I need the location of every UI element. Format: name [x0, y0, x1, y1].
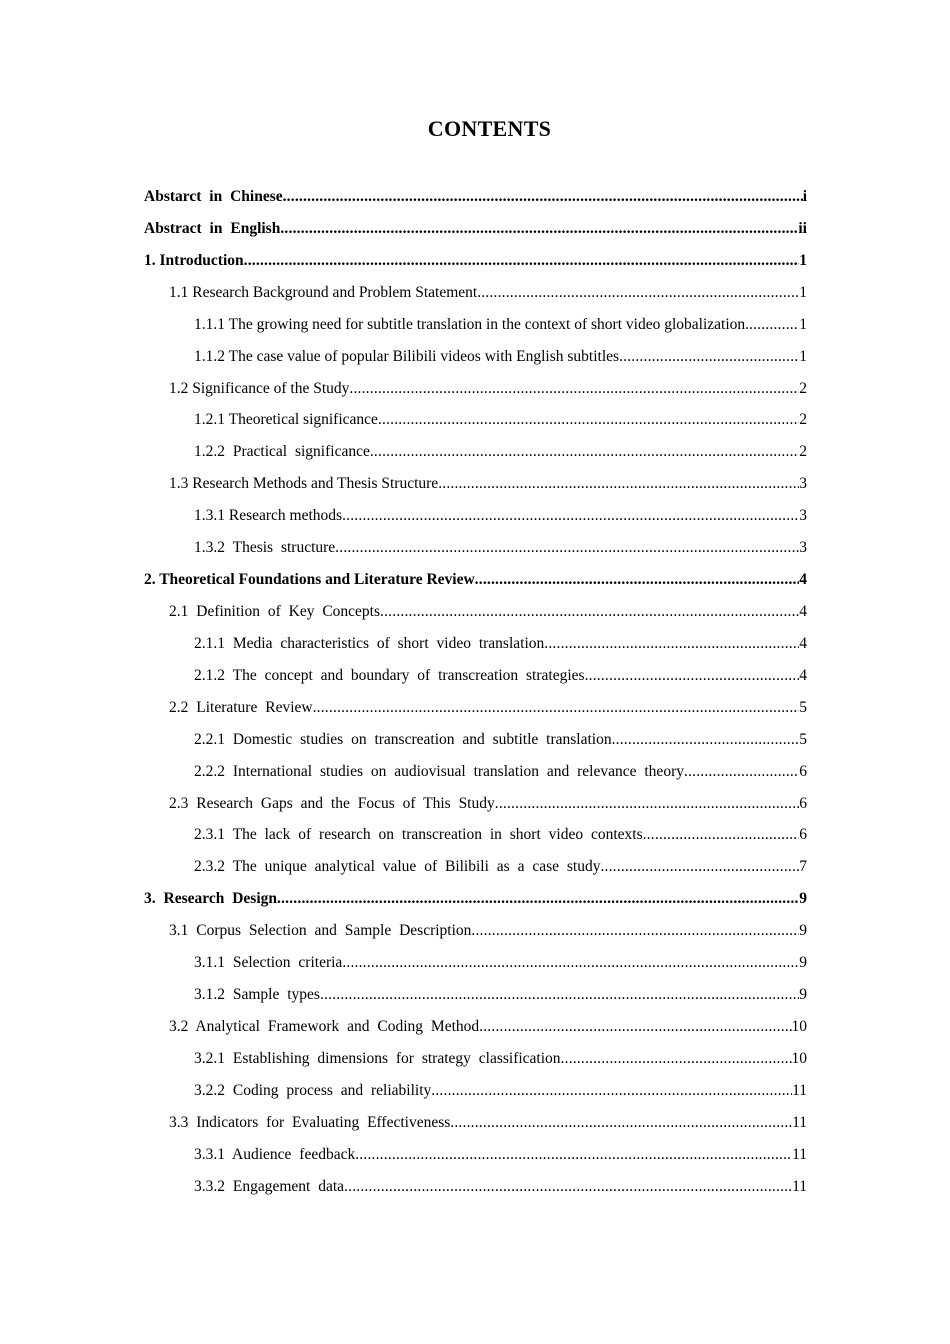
toc-dot-leader — [378, 404, 799, 436]
toc-entry — [144, 277, 807, 309]
toc-entry — [144, 788, 807, 820]
toc-entry — [144, 309, 807, 341]
toc-page-number: 4 — [799, 602, 807, 620]
toc-entry-title: 2.1 Definition of Key Concepts — [169, 602, 381, 620]
toc-entry-title: Abstract in English — [144, 219, 281, 237]
toc-dot-leader — [349, 373, 799, 405]
toc-dot-leader — [643, 819, 800, 851]
toc-entry — [144, 851, 807, 883]
toc-entry-title: 3.1.1 Selection criteria — [194, 954, 343, 972]
toc-page-number: 1 — [799, 283, 807, 301]
toc-entry — [144, 1107, 807, 1139]
toc-entry-title: 2.2 Literature Review — [169, 698, 313, 716]
toc-dot-leader — [342, 500, 799, 532]
toc-entry-title: 2.3.2 The unique analytical value of Bilibili as a case study — [194, 858, 601, 876]
toc-entry — [144, 404, 807, 436]
toc-dot-leader — [561, 1043, 792, 1075]
toc-entry — [144, 756, 807, 788]
toc-dot-leader — [600, 851, 799, 883]
toc-entry-title: Abstarct in Chinese — [144, 188, 283, 205]
toc-dot-leader — [479, 1011, 791, 1043]
toc-page-number: 3 — [799, 475, 807, 493]
toc-dot-leader — [495, 788, 800, 820]
toc-entry — [144, 245, 807, 277]
toc-entry — [144, 1043, 807, 1075]
toc-page-number: 5 — [799, 698, 807, 716]
toc-entry — [144, 468, 807, 500]
toc-page-number: 10 — [791, 1049, 807, 1067]
toc-entry — [144, 660, 807, 692]
toc-page-number: 3 — [799, 507, 807, 525]
toc-entry-title: 1.1.1 The growing need for subtitle translation in the context of short video globalization. — [194, 315, 750, 333]
toc-page-number: 6 — [799, 794, 807, 812]
toc-entry-title: 3.1 Corpus Selection and Sample Description — [169, 922, 472, 940]
toc-dot-leader — [612, 724, 800, 756]
toc-page-number: i — [802, 188, 807, 205]
toc-entry — [144, 692, 807, 724]
toc-entry-title: 3.2 Analytical Framework and Coding Method — [169, 1017, 480, 1035]
toc-dot-leader — [283, 181, 803, 213]
toc-dot-leader — [244, 245, 800, 277]
toc-dot-leader — [380, 596, 799, 628]
toc-dot-leader — [277, 883, 799, 915]
toc-dot-leader — [544, 628, 799, 660]
toc-entry-title: 3. Research Design — [144, 890, 277, 908]
toc-entry — [144, 1075, 807, 1107]
toc-entry — [144, 628, 807, 660]
toc-entry — [144, 883, 807, 915]
toc-dot-leader — [684, 756, 799, 788]
toc-entry-title: 1.1.2 The case value of popular Bilibili videos with English subtitles — [194, 347, 620, 365]
toc-entry-title: 3.3.2 Engagement data — [194, 1177, 345, 1195]
toc-entry-title: 1.2.2 Practical significance — [194, 443, 370, 461]
toc-entry — [144, 724, 807, 756]
toc-page-number: 5 — [799, 730, 807, 748]
toc-entry-title: 1.2.1 Theoretical significance — [194, 411, 378, 429]
toc-dot-leader — [619, 341, 799, 373]
toc-entry-title: 2.2.1 Domestic studies on transcreation and subtitle translation — [194, 730, 612, 748]
toc-dot-leader — [355, 1139, 792, 1171]
toc-page-number: 9 — [799, 922, 807, 940]
page-title: CONTENTS — [427, 116, 552, 141]
toc-page-number: 3 — [799, 539, 807, 557]
toc-entry-title: 3.3 Indicators for Evaluating Effectiveness — [169, 1113, 451, 1131]
toc-entry-title: 1.3.2 Thesis structure — [194, 539, 336, 557]
toc-page-number: 4 — [799, 666, 807, 684]
toc-entry — [144, 915, 807, 947]
toc-entry-title: 1.1 Research Background and Problem Statement — [169, 283, 478, 301]
toc-entry-title: 1.3 Research Methods and Thesis Structure — [169, 475, 439, 493]
toc-entry-title: 2. Theoretical Foundations and Literature Review — [144, 571, 475, 589]
table-of-contents — [144, 181, 807, 1203]
toc-page-number: 1 — [799, 347, 807, 365]
toc-entry — [144, 819, 807, 851]
toc-entry-title: 2.2.2 International studies on audiovisual translation and relevance theory — [194, 762, 684, 780]
toc-dot-leader — [477, 277, 799, 309]
toc-dot-leader — [370, 436, 799, 468]
toc-entry-title: 3.2.2 Coding process and reliability — [194, 1081, 432, 1099]
toc-page-number: 9 — [799, 890, 807, 908]
toc-page-number: 1 — [799, 315, 807, 333]
toc-dot-leader — [280, 213, 798, 245]
toc-entry — [144, 436, 807, 468]
toc-entry-title: 1. Introduction — [144, 251, 244, 269]
toc-dot-leader — [475, 564, 800, 596]
toc-entry-title: 1.2 Significance of the Study — [169, 379, 350, 397]
toc-page-number: 7 — [799, 858, 807, 876]
toc-entry — [144, 500, 807, 532]
toc-dot-leader — [585, 660, 800, 692]
toc-dot-leader — [342, 947, 799, 979]
toc-entry — [144, 596, 807, 628]
toc-dot-leader — [335, 532, 799, 564]
toc-entry — [144, 564, 807, 596]
toc-entry — [144, 1171, 807, 1203]
toc-dot-leader — [450, 1107, 792, 1139]
toc-entry-title: 3.3.1 Audience feedback — [194, 1145, 356, 1163]
toc-entry — [144, 1139, 807, 1171]
toc-entry-title: 2.3.1 The lack of research on transcreation in short video contexts — [194, 826, 643, 844]
toc-entry-title: 3.1.2 Sample types — [194, 986, 320, 1004]
toc-page-number: 9 — [799, 954, 807, 972]
toc-entry — [144, 979, 807, 1011]
toc-page-number: 11 — [792, 1113, 807, 1131]
toc-page-number: 10 — [791, 1017, 807, 1035]
toc-page-number: 2 — [799, 411, 807, 429]
toc-page-number: 2 — [799, 379, 807, 397]
toc-entry — [144, 947, 807, 979]
toc-entry-title: 2.3 Research Gaps and the Focus of This Study — [169, 794, 495, 812]
toc-entry-title: 2.1.1 Media characteristics of short video translation — [194, 634, 545, 652]
toc-entry — [144, 181, 807, 213]
toc-page-number: 11 — [792, 1081, 807, 1099]
toc-entry — [144, 341, 807, 373]
toc-page-number: 4 — [799, 634, 807, 652]
toc-entry-title: 1.3.1 Research methods — [194, 507, 343, 525]
toc-dot-leader — [438, 468, 799, 500]
toc-entry — [144, 1011, 807, 1043]
toc-entry — [144, 532, 807, 564]
toc-page-number: 9 — [799, 986, 807, 1004]
toc-dot-leader — [431, 1075, 792, 1107]
toc-page-number: ii — [798, 219, 807, 237]
toc-entry-title: 3.2.1 Establishing dimensions for strategy classification — [194, 1049, 561, 1067]
toc-page-number: 6 — [799, 762, 807, 780]
toc-dot-leader — [471, 915, 799, 947]
toc-page-number: 11 — [792, 1145, 807, 1163]
toc-dot-leader — [344, 1171, 792, 1203]
toc-page-number: 6 — [799, 826, 807, 844]
toc-page-number: 2 — [799, 443, 807, 461]
toc-entry-title: 2.1.2 The concept and boundary of transcreation strategies — [194, 666, 585, 684]
toc-page-number: 4 — [799, 571, 807, 589]
toc-page-number: 11 — [792, 1177, 807, 1195]
toc-dot-leader — [320, 979, 799, 1011]
toc-entry — [144, 213, 807, 245]
toc-dot-leader — [749, 309, 799, 341]
toc-page-number: 1 — [799, 251, 807, 269]
toc-entry — [144, 373, 807, 405]
toc-dot-leader — [313, 692, 800, 724]
